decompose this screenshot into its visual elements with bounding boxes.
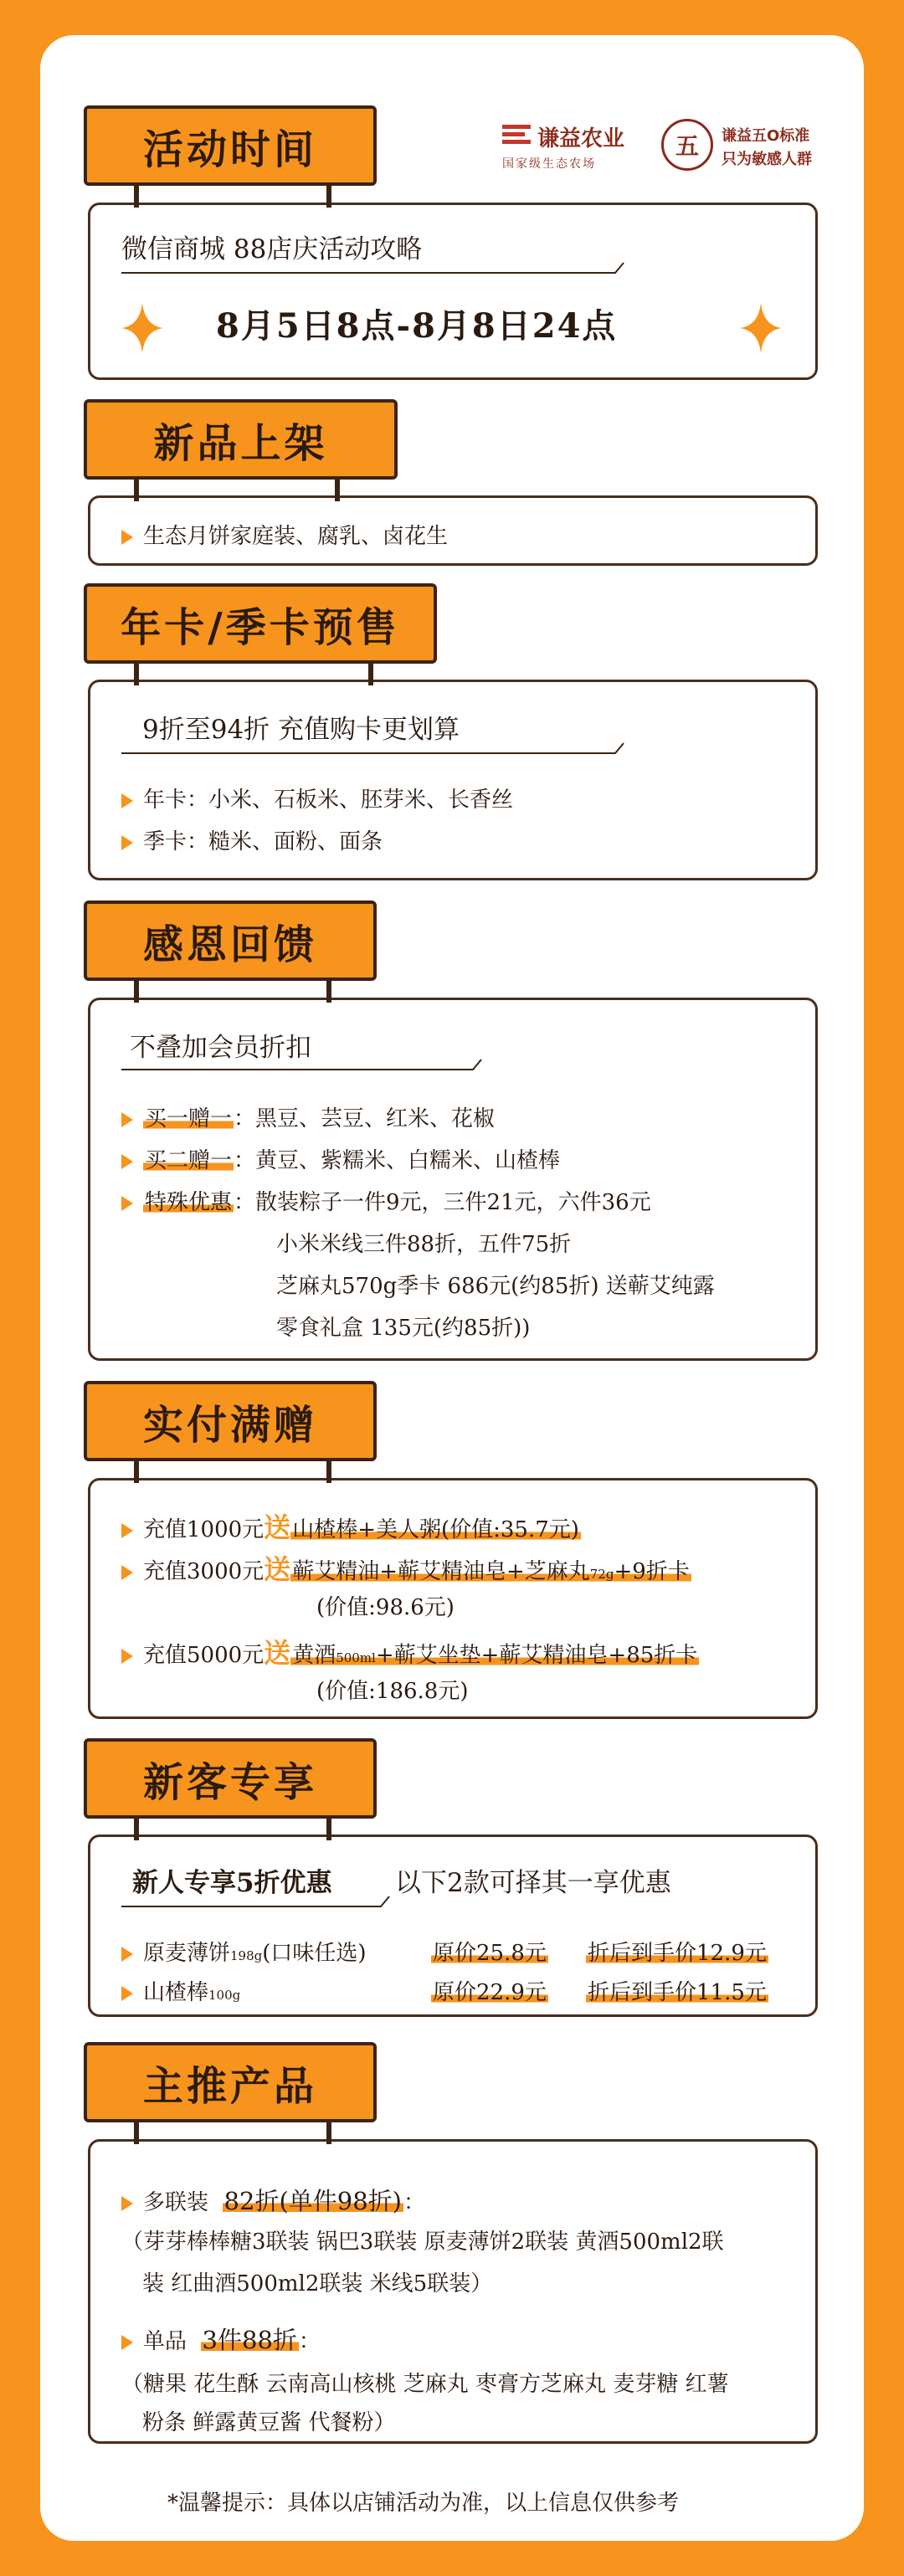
- subtitle-underline: [121, 1056, 490, 1075]
- seal-icon: 五: [661, 119, 713, 171]
- newcustomer-orig-2: 原价22.9元: [433, 1980, 547, 2005]
- promo-row-2: 买二赠一：黄豆、紫糯米、白糯米、山楂棒: [121, 1143, 560, 1174]
- bullet-icon: [121, 1986, 133, 2001]
- promo-row-1: 买一赠一：黑豆、芸豆、红米、花椒: [121, 1101, 495, 1132]
- season-card: 季卡：糙米、面粉、面条: [121, 824, 383, 855]
- section-title-time: 活动时间: [84, 105, 377, 186]
- promo-row-3: 特殊优惠：散装粽子一件9元，三件21元，六件36元: [121, 1185, 651, 1216]
- section-title-card: 年卡/季卡预售: [84, 583, 437, 664]
- logo-mark-icon: [502, 125, 531, 150]
- bullet-icon: [121, 1154, 133, 1169]
- section-title-new: 新品上架: [84, 399, 398, 480]
- multi-pack-line-1: （芽芽棒棒糖3联装 锅巴3联装 原麦薄饼2联装 黄酒500ml2联: [121, 2230, 724, 2255]
- sparkle-icon-right: [740, 303, 782, 353]
- logo1-sub: 国家级生态农场: [502, 157, 596, 171]
- newcustomer-orig-1: 原价25.8元: [433, 1941, 547, 1966]
- bullet-icon: [121, 1112, 133, 1127]
- brand-logo-2: [661, 117, 829, 184]
- year-card: 年卡：小米、石板米、胚芽米、长香丝: [121, 783, 513, 813]
- single-line-2: 粉条 鲜露黄豆酱 代餐粉）: [142, 2410, 396, 2435]
- newcustomer-head-1: 新人专享5折优惠: [132, 1868, 332, 1898]
- newcustomer-product-1: 原麦薄饼198g(口味任选): [121, 1936, 367, 1967]
- subtitle-underline: [121, 740, 632, 758]
- bullet-icon: [121, 1947, 133, 1962]
- promo-row-5: 芝麻丸570g季卡 686元(约85折) 送蕲艾纯露: [276, 1274, 715, 1299]
- bullet-icon: [121, 1565, 133, 1580]
- gift-value-2: (价值:98.6元): [316, 1595, 455, 1620]
- logo2-name: 谦益五O标准: [722, 127, 810, 145]
- footer-note: *温馨提示：具体以店铺活动为准，以上信息仅供参考: [167, 2491, 680, 2516]
- new-item: 生态月饼家庭装、腐乳、卤花生: [121, 519, 448, 550]
- section-title-gift: 实付满赠: [84, 1381, 377, 1461]
- feedback-subtitle: 不叠加会员折扣: [130, 1033, 311, 1063]
- gift-row-2: 充值3000元送蕲艾精油+蕲艾精油皂+芝麻丸72g+9折卡: [121, 1548, 691, 1587]
- sparkle-icon-left: [121, 303, 163, 353]
- bullet-icon: [121, 530, 133, 545]
- section-title-feedback: 感恩回馈: [84, 901, 377, 981]
- gift-value-3: (价值:186.8元): [316, 1679, 469, 1704]
- single-line-1: （糖果 花生酥 云南高山核桃 芝麻丸 枣膏方芝麻丸 麦芽糖 红薯: [121, 2372, 729, 2397]
- promo-row-6: 零食礼盒 135元(约85折)): [276, 1316, 531, 1341]
- promo-row-4: 小米米线三件88折，五件75折: [276, 1232, 572, 1257]
- multi-pack-head: 多联装 82折(单件98折)：: [121, 2183, 425, 2217]
- bullet-icon: [121, 2196, 133, 2211]
- gift-row-3: 充值5000元送黄酒500ml+蕲艾坐垫+蕲艾精油皂+85折卡: [121, 1632, 699, 1670]
- newcustomer-final-1: 折后到手价12.9元: [588, 1941, 767, 1966]
- bullet-icon: [121, 1196, 133, 1211]
- event-time: 8月5日8点-8月8日24点: [216, 306, 618, 346]
- logo2-sub: 只为敏感人群: [722, 151, 812, 168]
- subtitle-underline: [121, 259, 632, 278]
- section-title-newcustomer: 新客专享: [84, 1738, 377, 1819]
- gift-row-1: 充值1000元送山楂棒+美人粥(价值:35.7元): [121, 1506, 581, 1545]
- newcustomer-product-2: 山楂棒100g: [121, 1975, 240, 2006]
- time-subtitle: 微信商城 88店庆活动攻略: [121, 234, 423, 264]
- subtitle-underline: [121, 1893, 398, 1911]
- bullet-icon: [121, 835, 133, 850]
- bullet-icon: [121, 1523, 133, 1538]
- logo1-name: 谦益农业: [537, 126, 625, 151]
- brand-logo-1: [502, 121, 661, 180]
- multi-pack-line-2: 装 红曲酒500ml2联装 米线5联装）: [142, 2271, 493, 2296]
- bullet-icon: [121, 1649, 133, 1664]
- single-head: 单品 3件88折：: [121, 2322, 321, 2356]
- bullet-icon: [121, 2335, 133, 2350]
- section-title-featured: 主推产品: [84, 2042, 377, 2122]
- newcustomer-final-2: 折后到手价11.5元: [588, 1980, 767, 2005]
- newcustomer-head-2: 以下2款可择其一享优惠: [395, 1868, 671, 1898]
- bullet-icon: [121, 793, 133, 808]
- card-subtitle: 9折至94折 充值购卡更划算: [142, 715, 460, 745]
